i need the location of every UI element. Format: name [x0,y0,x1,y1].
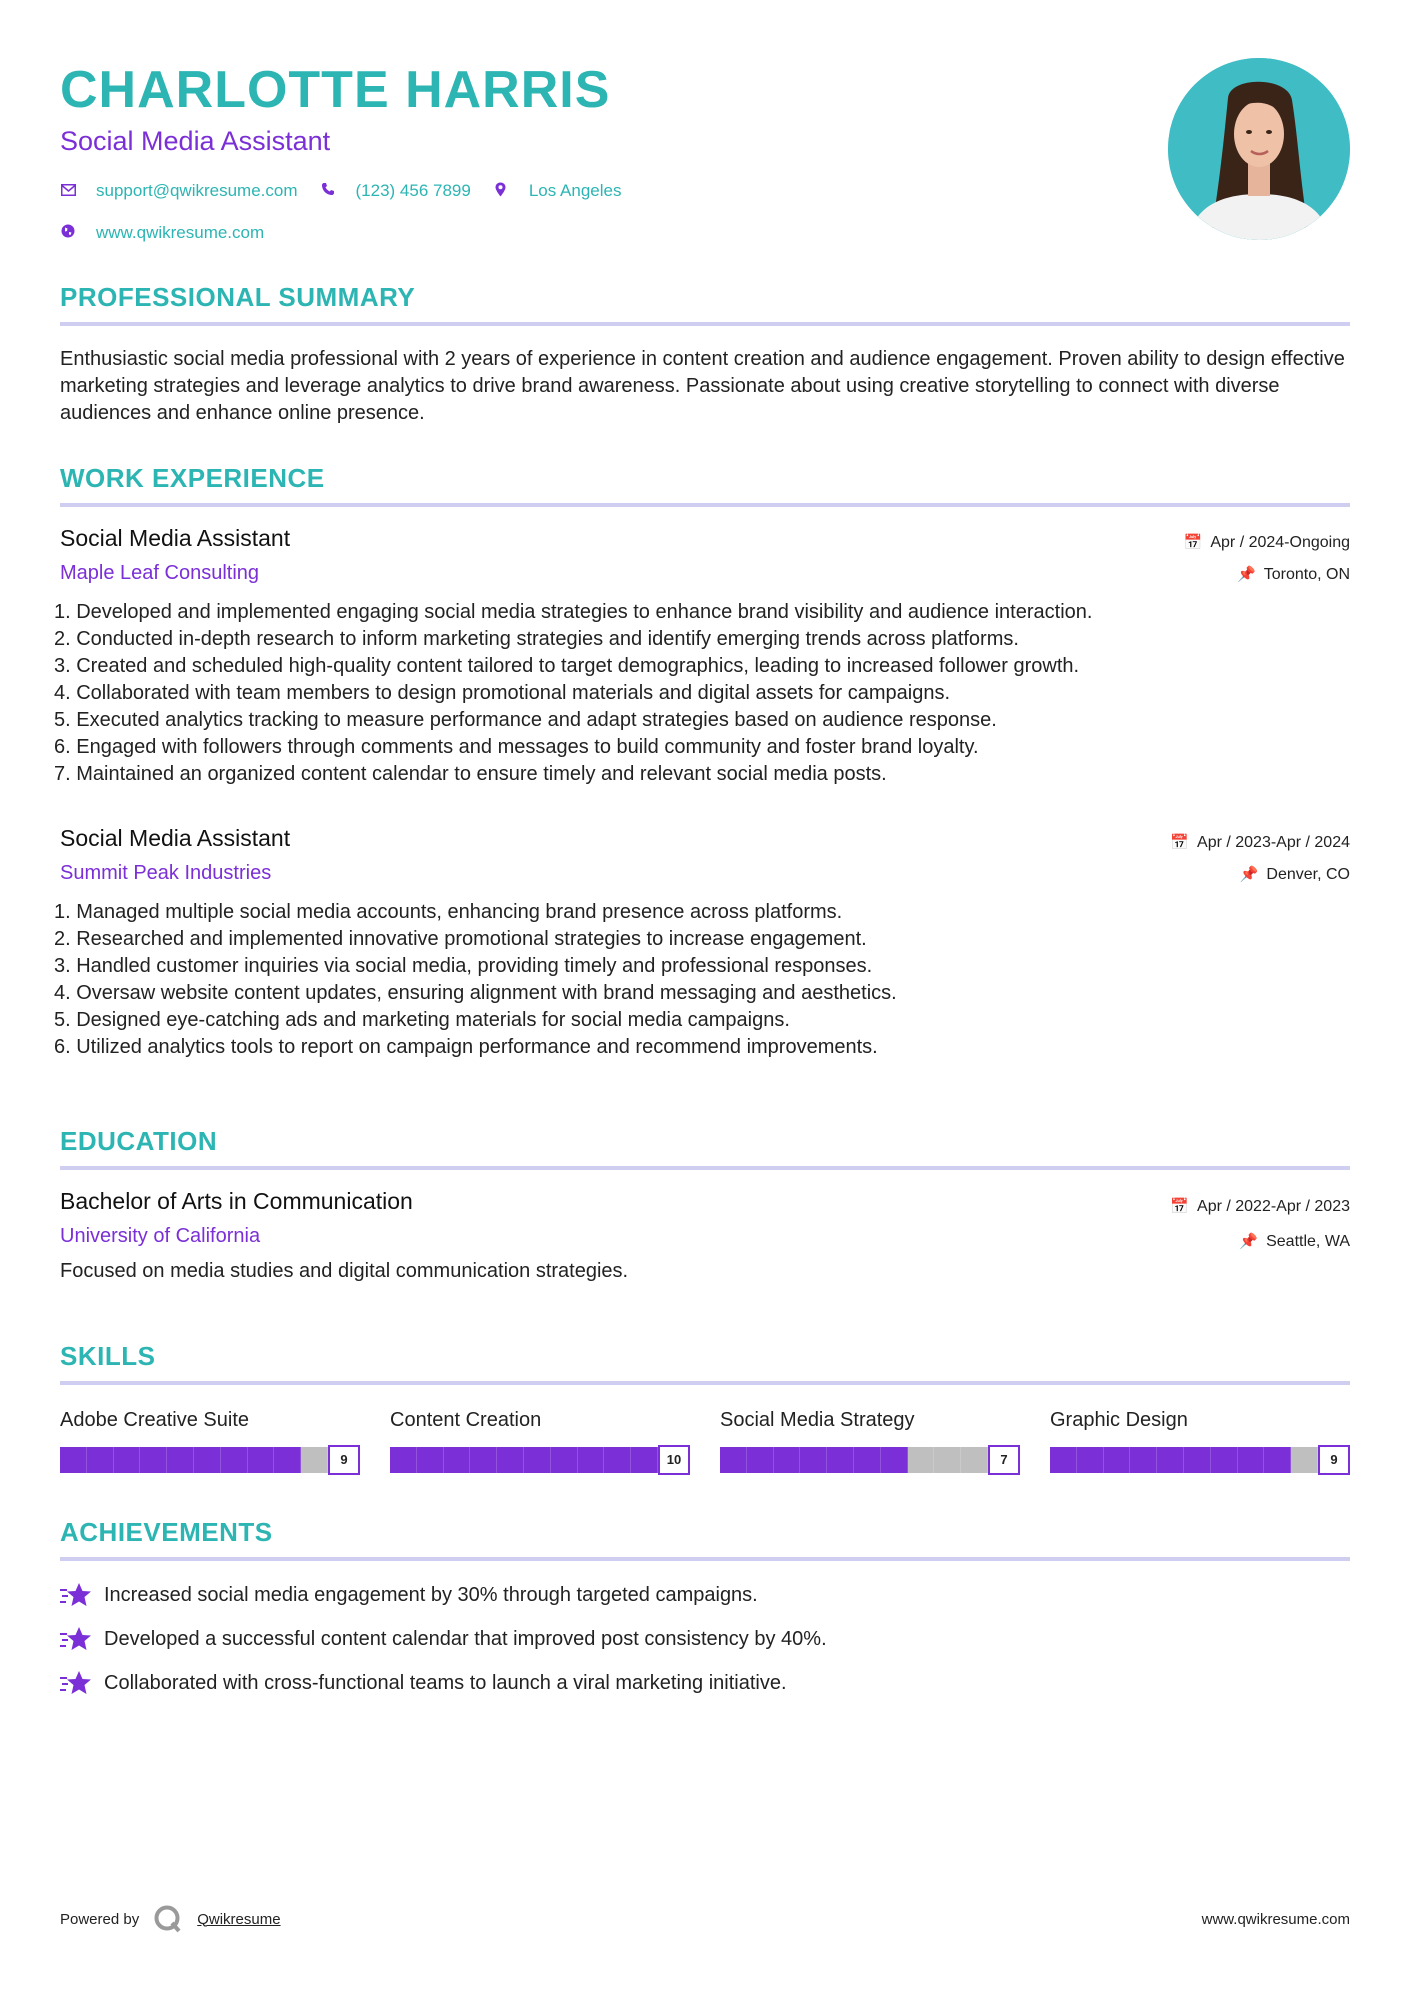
email-text: support@qwikresume.com [96,181,298,200]
list-item: 1. Managed multiple social media accounts, enhancing brand presence across platforms. [54,901,843,923]
skill-item [60,1407,360,1475]
skill-segment-filled [167,1447,194,1473]
job-entry [54,523,1350,788]
achievements-list [60,1573,1350,1705]
phone-icon [320,182,336,200]
star-icon [60,1625,92,1653]
star-icon [60,1581,92,1609]
list-item: 7. Maintained an organized content calendar to ensure timely and relevant social media posts. [54,763,887,785]
skill-segment-filled [524,1447,551,1473]
skill-segment-filled [1130,1447,1157,1473]
calendar-icon: 📅 [1170,1198,1190,1215]
job-responsibilities [54,899,1350,1061]
globe-icon [60,224,76,242]
skill-segment-filled [881,1447,908,1473]
job-meta [1184,527,1350,591]
skill-segment-empty [301,1447,328,1473]
job-entry [54,823,1350,1061]
achievement-item [60,1573,1350,1617]
list-item: 4. Collaborated with team members to design promotional materials and digital assets for campaigns. [54,682,950,704]
skill-segment-filled [390,1447,417,1473]
education-meta [1170,1188,1350,1258]
website-text: www.qwikresume.com [96,223,265,242]
skills-title: SKILLS [60,1341,156,1371]
job-meta [1170,827,1350,891]
location-text: Los Angeles [528,181,622,200]
skill-segment-filled [1184,1447,1211,1473]
summary-text: Enthusiastic social media professional with 2 years of experience in content creation and audience engagement. Proven ability to design effective marketing strategies and leverage analytics to drive brand awareness. Passionate about using creative storytelling to connect with diverse audiences and enhance online presence. [60,348,1345,424]
footer-website[interactable]: www.qwikresume.com [1201,1910,1350,1928]
list-item: 2. Conducted in-depth research to inform marketing strategies and identify emerging trends across platforms. [54,628,1019,650]
achievements-title: ACHIEVEMENTS [60,1517,273,1547]
candidate-name: CHARLOTTE HARRIS [60,61,611,119]
phone-text: (123) 456 7899 [355,181,471,200]
skill-track [1050,1447,1318,1473]
skill-bar [720,1445,1020,1475]
achievement-text: Developed a successful content calendar that improved post consistency by 40%. [104,1627,827,1650]
section-divider [60,1557,1350,1561]
skill-bar [60,1445,360,1475]
powered-by-text: Powered by [60,1910,140,1928]
skill-level: 9 [328,1445,360,1475]
skill-track [390,1447,658,1473]
job-date: Apr / 2023-Apr / 2024 [1197,834,1350,851]
skill-level: 10 [658,1445,690,1475]
skill-segment-filled [140,1447,167,1473]
skill-segment-filled [114,1447,141,1473]
skill-segment-filled [800,1447,827,1473]
skill-segment-filled [854,1447,881,1473]
skill-segment-filled [444,1447,471,1473]
skill-level: 9 [1318,1445,1350,1475]
list-item: 2. Researched and implemented innovative promotional strategies to increase engagement. [54,928,867,950]
skill-segment-filled [274,1447,301,1473]
candidate-role: Social Media Assistant [60,126,331,156]
skill-segment-filled [1211,1447,1238,1473]
skill-segment-filled [497,1447,524,1473]
pin-icon: 📌 [1239,1233,1259,1250]
skill-bar [1050,1445,1350,1475]
skill-name: Social Media Strategy [720,1409,915,1431]
education-entry [60,1186,1350,1285]
star-icon [60,1669,92,1697]
contact-phone[interactable] [320,178,471,204]
calendar-icon: 📅 [1170,834,1190,851]
education-section [60,1124,1350,1282]
qwikresume-logo-icon [153,1904,183,1934]
contact-location [493,178,622,204]
skill-segment-filled [747,1447,774,1473]
skill-segment-filled [1157,1447,1184,1473]
education-date: Apr / 2022-Apr / 2023 [1197,1198,1350,1215]
skill-segment-filled [1264,1447,1291,1473]
skill-item [1050,1407,1350,1475]
pin-icon: 📌 [1237,566,1256,583]
job-title: Social Media Assistant [60,825,291,851]
job-title: Social Media Assistant [60,525,291,551]
achievement-item [60,1617,1350,1661]
skill-track [720,1447,988,1473]
skill-name: Content Creation [390,1409,542,1431]
contact-row [60,178,1350,204]
job-location: Toronto, ON [1263,566,1350,583]
skill-bar [390,1445,690,1475]
skill-segment-filled [827,1447,854,1473]
achievement-text: Collaborated with cross-functional teams to launch a viral marketing initiative. [104,1671,787,1694]
skill-segment-filled [631,1447,658,1473]
section-divider [60,1381,1350,1385]
skill-segment-empty [1291,1447,1318,1473]
skill-item [390,1407,690,1475]
skill-segment-filled [248,1447,275,1473]
skill-segment-filled [221,1447,248,1473]
map-pin-icon [493,182,509,201]
skill-segment-filled [1077,1447,1104,1473]
skill-segment-filled [720,1447,747,1473]
job-date: Apr / 2024-Ongoing [1210,534,1350,551]
skill-segment-filled [1050,1447,1077,1473]
skill-segment-filled [1104,1447,1131,1473]
skill-segment-filled [60,1447,87,1473]
skill-segment-empty [934,1447,961,1473]
skill-name: Adobe Creative Suite [60,1409,250,1431]
skill-segment-filled [578,1447,605,1473]
skill-segment-filled [87,1447,114,1473]
achievement-text: Increased social media engagement by 30% through targeted campaigns. [104,1583,758,1606]
skill-segment-filled [551,1447,578,1473]
skill-item [720,1407,1020,1475]
profile-photo [1168,58,1350,240]
envelope-icon [60,183,76,200]
education-title: EDUCATION [60,1126,218,1156]
list-item: 5. Designed eye-catching ads and marketing materials for social media campaigns. [54,1009,790,1031]
skill-segment-filled [194,1447,221,1473]
skill-name: Graphic Design [1050,1409,1188,1431]
education-location: Seattle, WA [1266,1233,1350,1250]
skill-segment-filled [604,1447,631,1473]
skill-segment-empty [961,1447,988,1473]
list-item: 6. Engaged with followers through comments and messages to build community and foster brand loyalty. [54,736,979,758]
contact-row-2 [60,220,1350,246]
list-item: 1. Developed and implemented engaging social media strategies to enhance brand visibility and audience interaction. [54,601,1093,623]
degree-title: Bachelor of Arts in Communication [60,1188,413,1214]
job-location: Denver, CO [1266,866,1350,883]
skill-segment-filled [417,1447,444,1473]
section-divider [60,503,1350,507]
skill-track [60,1447,328,1473]
list-item: 6. Utilized analytics tools to report on campaign performance and recommend improvements. [54,1036,878,1058]
footer [60,1904,1350,1934]
list-item: 3. Created and scheduled high-quality content tailored to target demographics, leading to increased follower growth. [54,655,1080,677]
achievements-section [60,1515,1350,1705]
contact-email[interactable] [60,178,298,204]
calendar-icon: 📅 [1183,534,1203,551]
job-company: Maple Leaf Consulting [60,562,260,584]
skill-segment-filled [470,1447,497,1473]
section-divider [60,1166,1350,1170]
job-responsibilities [54,599,1350,788]
list-item: 4. Oversaw website content updates, ensuring alignment with brand messaging and aesthetics. [54,982,897,1004]
resume-header [60,56,1350,246]
brand-link[interactable]: Qwikresume [197,1910,281,1928]
skill-segment-filled [1238,1447,1265,1473]
education-description: Focused on media studies and digital communication strategies. [60,1260,629,1282]
skills-section [60,1339,1350,1475]
school-name: University of California [60,1225,261,1247]
summary-title: PROFESSIONAL SUMMARY [60,282,416,312]
skill-level: 7 [988,1445,1020,1475]
list-item: 5. Executed analytics tracking to measure performance and adapt strategies based on audience response. [54,709,997,731]
section-divider [60,322,1350,326]
summary-section [60,280,1350,427]
pin-icon: 📌 [1239,866,1259,883]
skill-segment-empty [908,1447,935,1473]
list-item: 3. Handled customer inquiries via social media, providing timely and professional responses. [54,955,873,977]
skills-grid [60,1407,1350,1475]
skill-segment-filled [774,1447,801,1473]
contact-website[interactable] [60,220,264,246]
job-company: Summit Peak Industries [60,862,272,884]
achievement-item [60,1661,1350,1705]
experience-section [54,461,1350,1058]
experience-title: WORK EXPERIENCE [60,463,325,493]
